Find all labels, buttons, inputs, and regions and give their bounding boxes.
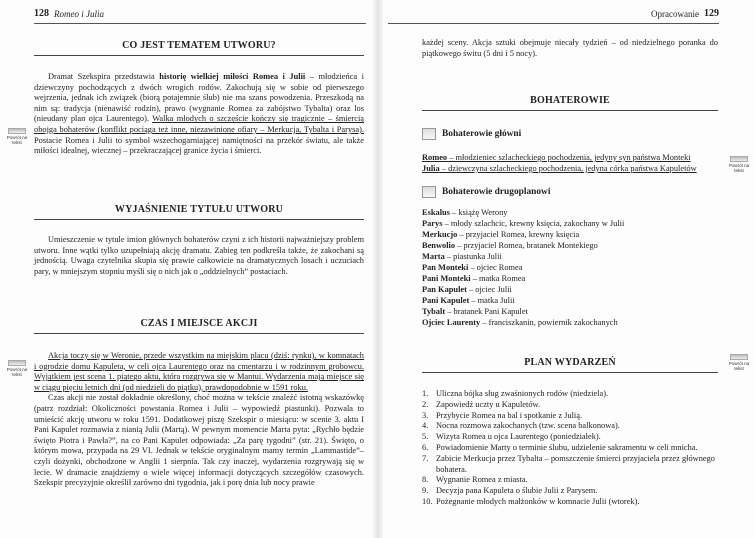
section-rule	[34, 333, 364, 334]
item-number: 4.	[422, 421, 429, 431]
hero-desc: – przyjaciel Romea, bratanek Montekiego	[455, 241, 598, 250]
list-item	[422, 240, 718, 251]
item-text: Wygnanie Romea z miasta.	[436, 475, 528, 485]
note-marker-icon	[730, 156, 748, 162]
book-title: Romeo i Julia	[54, 8, 104, 19]
item-text: Wizyta Romea u ojca Laurentego (poniedziałek).	[436, 432, 601, 442]
item-number: 9.	[422, 486, 429, 496]
section-rule	[422, 372, 718, 373]
bold-text: historię wielkiej miłości Romea i Julii	[159, 72, 306, 81]
item-text: Powiadomienie Marty o terminie ślubu, udzielenie sakramentu w celi mnicha.	[436, 442, 698, 452]
plan-item	[422, 486, 722, 497]
right-page-number: 129	[704, 8, 719, 19]
theme-paragraph	[34, 72, 364, 157]
note-marker-icon	[8, 128, 26, 134]
paragraph: Czas akcji nie został dokładnie określony, choć można w tekście znaleźć istotną wskazówkę (patrz rozdział: Okoliczności powstania Romea i Julii – wypowiedź piastunki). Pozwala to umieścić akcję utworu w roku 1591. Dodatkowej piszę Szekspir o miesiącu: w scenie 3. aktu I Pani Kapulet rozmawia z nianią Julii (Martą). W pewnym momencie Marta pyta: „Rychło będzie święto Piotra i Pawła?”, na co Pani Kapulet odpowiada: „Za parę tygodni” (str. 21). Święto, o którym mowa, przypada na 29 VI. Jednak w tekście oryginalnym mamy termin „Lammastide”– czyli dożynki, obchodzone w Anglii 1 sierpnia. Tak czy inaczej, wydarzenia rozgrywają się w lecie. W dramacie znajdziemy o wiele więcej informacji dotyczących szczegółów czasowych. Szekspir precyzyjnie określił zarówno dni tygodnia, jak i porę dnia lub nocy prawie	[34, 393, 364, 488]
hero-desc: – matka Julii	[469, 296, 515, 305]
plan-item	[422, 411, 722, 422]
hero-desc: – piastunka Julii	[444, 252, 502, 261]
running-title: Opracowanie	[651, 8, 699, 19]
section-rule	[34, 219, 364, 220]
hero-desc: – młody szlachcic, krewny księcia, zakochany w Julii	[442, 219, 625, 228]
hero-name: Eskalus	[422, 208, 450, 217]
list-item	[422, 218, 718, 229]
plan-item	[422, 400, 722, 411]
item-number: 1.	[422, 389, 429, 398]
margin-note-label: Powrót na tekst	[6, 135, 28, 145]
margin-note-back-to-text[interactable]	[726, 354, 752, 371]
plan-item	[422, 389, 722, 400]
list-item	[422, 251, 718, 262]
main-heroes-list	[422, 152, 718, 174]
left-page-number: 128	[34, 8, 49, 19]
section-title-title-explanation: WYJAŚNIENIE TYTUŁU UTWORU	[114, 204, 284, 215]
hero-name: Ojciec Laurenty	[422, 318, 481, 327]
list-item	[422, 163, 718, 174]
section-title-theme: CO JEST TEMATEM UTWORU?	[122, 40, 276, 51]
text-run: Postacie Romea i Julii to symbol wszechogarniającej namiętności na przekór światu, ale także miłości idealnej, wiecznej – przekraczającej granice życia i śmierci.	[34, 135, 364, 156]
list-item	[422, 229, 718, 240]
hero-desc: – franciszkanin, powiernik zakochanych	[480, 318, 618, 327]
hero-name: Pani Kapulet	[422, 296, 470, 305]
note-marker-icon	[730, 354, 748, 360]
section-rule	[34, 55, 364, 56]
title-paragraph	[34, 235, 364, 277]
main-heroes-heading	[422, 128, 521, 140]
margin-note-label: Powrót na tekst	[728, 361, 750, 371]
plan-item	[422, 443, 722, 454]
plan-item	[422, 497, 722, 508]
item-text: Zapowiedź uczty u Kapuletów.	[436, 399, 541, 409]
hero-name: Merkucjo	[422, 230, 458, 239]
hero-desc: – dziewczyna szlacheckiego pochodzenia, jedyna córka państwa Kapuletów	[439, 164, 697, 173]
plan-item	[422, 475, 722, 486]
item-text: Pożegnanie młodych małżonków w komnacie Julii (wtorek).	[436, 496, 640, 506]
paragraph: Umieszczenie w tytule imion głównych bohaterów czyni z ich historii najważniejszy problem utworu. Inne wątki tylko uzupełniają akcję dramatu. Zabieg ten podkreśla także, że zakochani są jednością. Uwaga czytelnika skupia się prawie całkowicie na dramatycznych losach i uczuciach pary, w mniejszym stopniu myśli się o nich jak o „oddzielnych” postaciach.	[34, 235, 364, 276]
right-running-head	[388, 8, 719, 24]
list-item	[422, 207, 718, 218]
hero-name: Marta	[422, 252, 445, 261]
time-place-paragraphs	[34, 351, 364, 489]
item-number: 8.	[422, 475, 429, 485]
continuation-paragraph	[422, 38, 718, 59]
item-text: Zabicie Merkucja przez Tybalta – pomszczenie śmierci przyjaciela przez głównego bohatera.	[436, 453, 715, 474]
hero-name: Romeo	[422, 153, 448, 162]
list-item	[422, 273, 718, 284]
section-rule	[422, 110, 718, 111]
text-run: – młodzieńca i dziewczyny pochodzących z dwóch wrogich rodów. Zakochują się w sobie od pierwszego wejrzenia, jednak ich związek (biorą potajemnie ślub) nie ma szans powodzenia. Przeszkodą na nim są: tradycja (nienawiść rodzin), prawo (wygnanie Romea za zabójstwo Tybalta) oraz los (nieudany plan ojca Laurentego).	[34, 72, 364, 124]
hero-desc: – ojciec Julii	[466, 285, 512, 294]
item-text: Decyzja pana Kapuleta o ślubie Julii z Parysem.	[436, 486, 598, 496]
hero-desc: – młodzieniec szlacheckiego pochodzenia, jedyny syn państwa Monteki	[447, 153, 691, 162]
secondary-heroes-list	[422, 207, 718, 328]
hero-desc: – bratanek Pani Kapulet	[445, 307, 528, 316]
list-item	[422, 306, 718, 317]
list-item	[422, 317, 718, 328]
hero-name: Tybalt	[422, 307, 446, 316]
hero-name: Benwolio	[422, 241, 456, 250]
hero-desc: – matka Romea	[470, 274, 526, 283]
text-run: Dramat Szekspira przedstawia	[48, 72, 160, 81]
note-marker-icon	[8, 360, 26, 366]
margin-note-back-to-text[interactable]	[4, 128, 30, 145]
heading-label: Bohaterowie główni	[442, 129, 522, 139]
plan-item	[422, 421, 722, 432]
margin-note-back-to-text[interactable]	[4, 360, 30, 377]
heading-box-icon	[422, 128, 436, 140]
section-title-plan: PLAN WYDARZEŃ	[524, 357, 616, 368]
list-item	[422, 152, 718, 163]
hero-desc: – ojciec Romea	[468, 263, 523, 272]
list-item	[422, 295, 718, 306]
underlined-text: Walka młodych o szczęście kończy się tragicznie – śmiercią obojga bohaterów (konflikt pociąga też inne, niezawinione ofiary – Merkucja, Tybalta i Parysa).	[34, 114, 364, 134]
margin-note-back-to-text[interactable]	[726, 156, 752, 173]
hero-name: Julia	[422, 164, 440, 173]
section-title-time-place: CZAS I MIEJSCE AKCJI	[140, 318, 258, 329]
hero-desc: – książę Werony	[449, 208, 508, 217]
plan-item	[422, 454, 722, 476]
secondary-heroes-heading	[422, 186, 550, 198]
item-text: Uliczna bójka sług zwaśnionych rodów (niedziela).	[436, 389, 609, 398]
right-page	[378, 0, 755, 538]
section-title-heroes: BOHATEROWIE	[530, 95, 610, 106]
hero-desc: – przyjaciel Romea, krewny księcia	[457, 230, 580, 239]
item-number: 7.	[422, 453, 429, 463]
paragraph: każdej sceny. Akcja sztuki obejmuje niecały tydzień – od niedzielnego poranka do piątkowego świtu (5 dni i 5 nocy).	[422, 38, 718, 58]
item-number: 6.	[422, 442, 429, 452]
heading-box-icon	[422, 186, 436, 198]
item-number: 5.	[422, 432, 429, 442]
item-text: Nocna rozmowa zakochanych (tzw. scena balkonowa).	[436, 421, 620, 431]
list-item	[422, 284, 718, 295]
plan-item	[422, 432, 722, 443]
hero-name: Parys	[422, 219, 443, 228]
list-item	[422, 262, 718, 273]
hero-name: Pan Monteki	[422, 263, 469, 272]
left-running-head	[34, 8, 366, 24]
item-text: Przybycie Romea na bal i spotkanie z Julią.	[436, 410, 583, 420]
item-number: 10.	[422, 496, 433, 506]
item-number: 2.	[422, 399, 429, 409]
hero-name: Pani Monteki	[422, 274, 471, 283]
item-number: 3.	[422, 410, 429, 420]
heading-label: Bohaterowie drugoplanowi	[442, 187, 551, 197]
margin-note-label: Powrót na tekst	[728, 163, 750, 173]
paragraph: Akcja toczy się w Weronie, przede wszystkim na miejskim placu (dziś: rynku), w komnatach i ogrodzie domu Kapuleta, w celi ojca Laurentego oraz na cmentarzu i w rodzinnym grobowcu. Wyjątkiem jest scena 1. piątego aktu, która rozgrywa się w Mantui. Wydarzenia mają miejsce się w ciągu pięciu letnich dni (od niedzieli do piątku), prawdopodobnie w 1591 roku.	[34, 351, 364, 392]
hero-name: Pan Kapulet	[422, 285, 467, 294]
plan-list	[422, 389, 722, 508]
margin-note-label: Powrót na tekst	[6, 367, 28, 377]
